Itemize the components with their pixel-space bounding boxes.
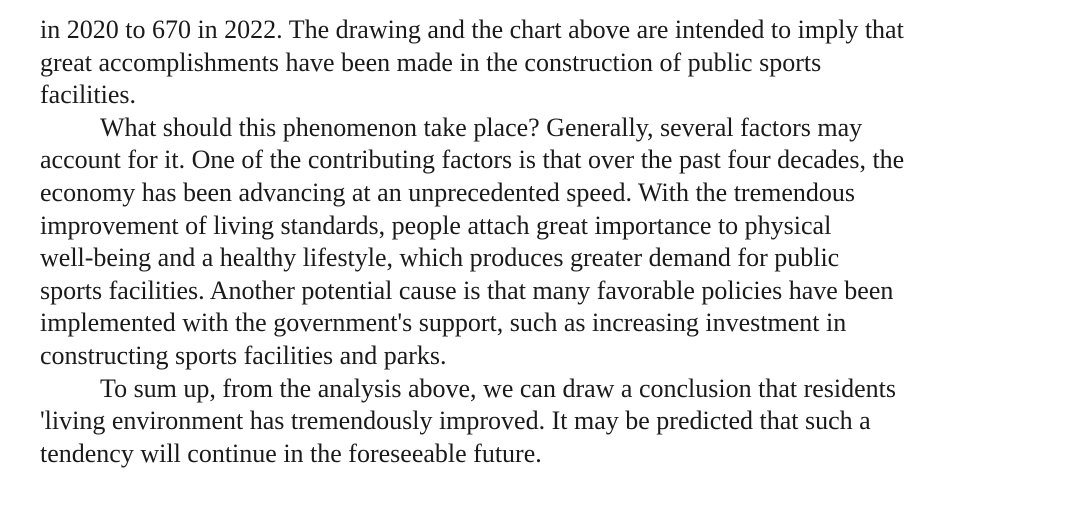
text-line: sports facilities. Another potential cause is that many favorable policies have been xyxy=(40,275,894,305)
text-line: account for it. One of the contributing factors is that over the past four decades, the xyxy=(40,145,905,175)
text-line: implemented with the government's support, such as increasing investment in xyxy=(40,308,847,338)
text-line: 'living environment has tremendously improved. It may be predicted that such a xyxy=(40,406,871,436)
text-line: in 2020 to 670 in 2022. The drawing and the chart above are intended to imply that xyxy=(40,15,904,44)
text-line: improvement of living standards, people attach great importance to physical xyxy=(40,210,832,240)
text-line: well-being and a healthy lifestyle, which produces greater demand for public xyxy=(40,243,840,273)
text-line: tendency will continue in the foreseeable future. xyxy=(40,438,542,468)
paragraph-3 xyxy=(40,373,1040,471)
paragraph-2 xyxy=(40,112,1040,373)
text-line: facilities. xyxy=(40,80,137,110)
text-line: What should this phenomenon take place? Generally, several factors may xyxy=(100,112,863,142)
text-line: economy has been advancing at an unprecedented speed. With the tremendous xyxy=(40,177,856,207)
text-line: great accomplishments have been made in the construction of public sports xyxy=(40,47,822,77)
paragraph-1 xyxy=(40,14,1040,112)
text-line: To sum up, from the analysis above, we can draw a conclusion that residents xyxy=(100,373,897,403)
essay-text xyxy=(40,14,1040,470)
text-line: constructing sports facilities and parks. xyxy=(40,340,447,370)
